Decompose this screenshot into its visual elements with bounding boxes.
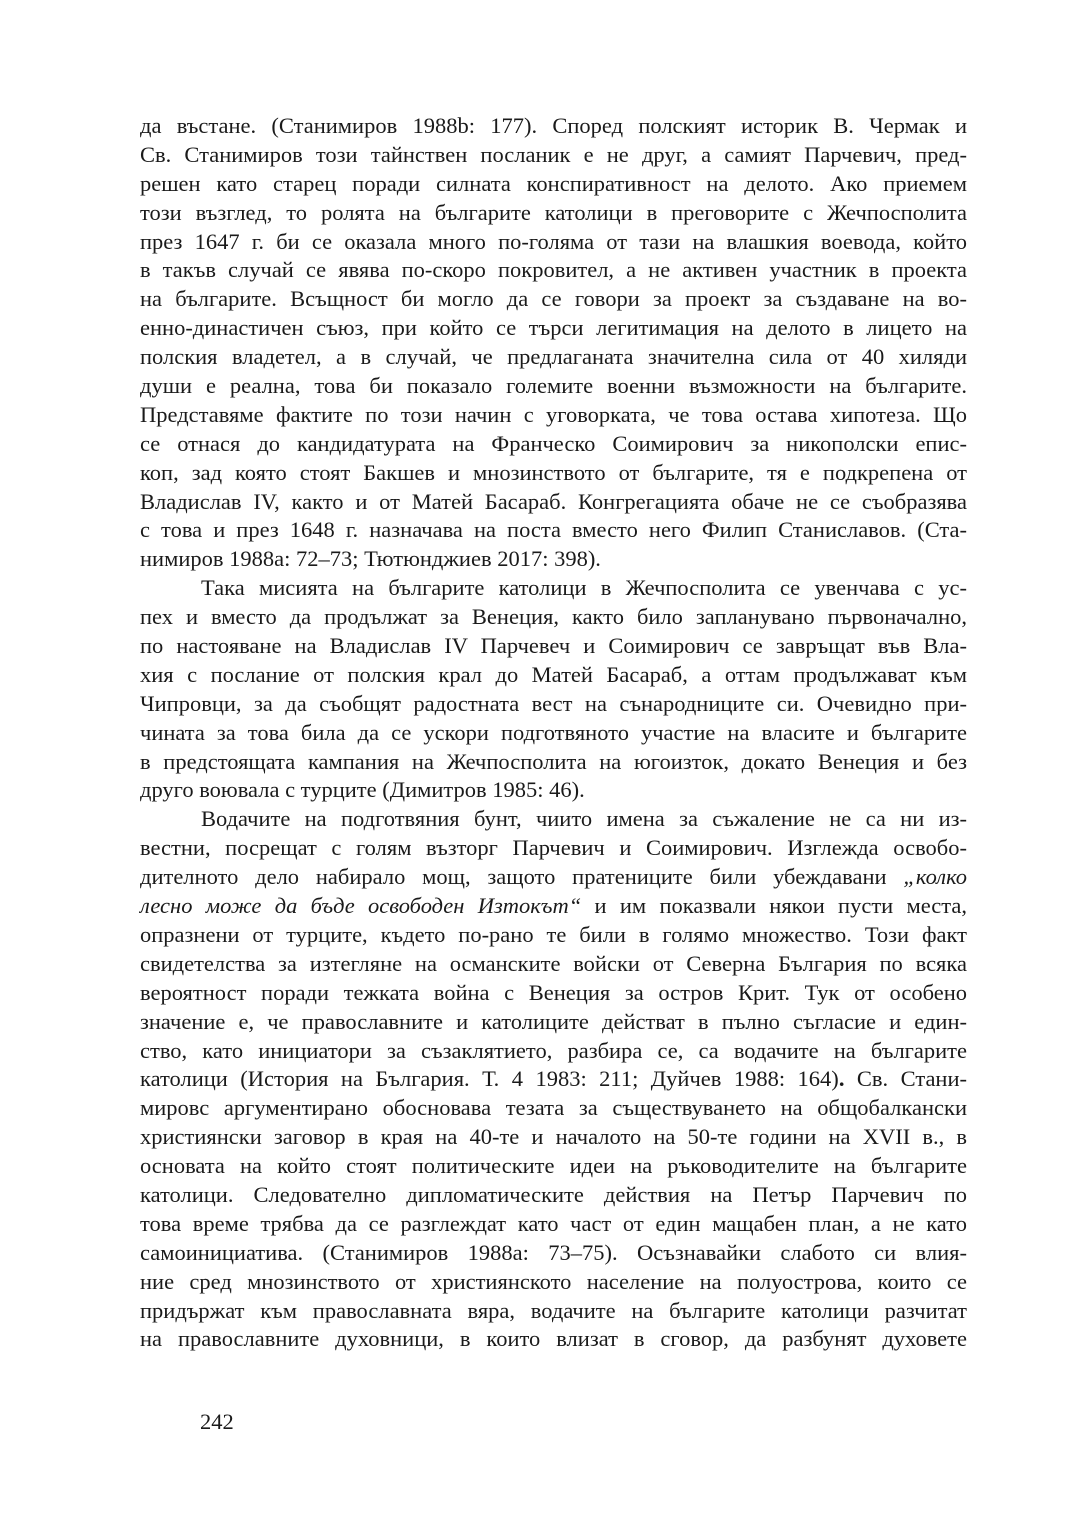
text-line [140, 1065, 967, 1094]
text-line: ние сред мнозинството от християнското население на полуострова, които се [140, 1268, 967, 1294]
text-line: вестни, посрещат с голям възторг Парчевич и Соимирович. Изглежда освобо- [140, 835, 967, 861]
text-line: се отнася до кандидатурата на Франческо Соимирович за никополски епис- [140, 430, 967, 456]
text-line: пех и вместо да продължат за Венеция, както било запланувано първоначално, [140, 604, 967, 630]
text-line: полския владетел, а в случай, че предлаганата значителна сила от 40 хиляди [140, 344, 967, 370]
text-line: Чипровци, за да съобщят радостната вест на сънародниците си. Очевидно при- [140, 690, 967, 716]
italic-quote: лесно може да бъде освободен Изтокът“ [140, 893, 582, 919]
text-line: в такъв случай се явява по-скоро покровител, а не активен участник в проекта [140, 257, 967, 283]
text-line: друго воювала с турците (Димитров 1985: 46). [140, 777, 585, 803]
text-line: хия с послание от полския крал до Матей Басараб, а оттам продължават към [140, 661, 967, 687]
text-line: да въстане. (Станимиров 1988b: 177). Според полският историк В. Чермак и [140, 113, 967, 138]
text-line: това време трябва да се разглеждат като част от един мащабен план, а не като [140, 1210, 967, 1236]
paragraph [140, 574, 967, 805]
body-text [140, 112, 967, 1354]
text-line: придържат към православната вяра, водачите на българите католици разчитат [140, 1297, 967, 1323]
text-line: Представяме фактите по този начин с уговорката, че това остава хипотеза. Що [140, 401, 967, 427]
page-number: 242 [200, 1409, 234, 1434]
text-line: през 1647 г. би се оказала много по-голяма от тази на влашкия воевода, който [140, 228, 967, 254]
text-line: чината за това била да се ускори подготвяното участие на власите и българите [140, 719, 967, 745]
text-line: в предстоящата кампания на Жечпосполита на югоизток, докато Венеция и без [140, 748, 967, 774]
text-line: енно-династичен съюз, при който се търси легитимация на делото в лицето на [140, 315, 967, 341]
text-line: католици. Следователно дипломатическите действия на Петър Парчевич по [140, 1181, 967, 1207]
text-run: и им показвали някои пусти места, [581, 893, 967, 919]
text-line: вероятност поради тежката война с Венеция за остров Крит. Тук от особено [140, 979, 967, 1005]
text-line: с това и през 1648 г. назначава на поста вместо него Филип Станиславов. (Ста- [140, 517, 967, 543]
text-line [140, 892, 967, 921]
text-line: Водачите на подготвяния бунт, чиито имена за съжаление не са ни из- [201, 806, 967, 832]
text-line: мировс аргументирано обосновава тезата за съществуването на общобалкански [140, 1095, 967, 1121]
text-line [140, 863, 967, 892]
text-line: този възглед, то ролята на българите католици в преговорите с Жечпосполита [140, 199, 967, 225]
text-line: Така мисията на българите католици в Жечпосполита се увенчава с ус- [201, 575, 967, 601]
text-line: значение е, че православните и католиците действат в пълно съгласие и един- [140, 1008, 967, 1034]
text-line: по настояване на Владислав IV Парчевеч и Соимирович се завръщат във Вла- [140, 633, 967, 659]
text-line: опразнени от турците, където по-рано те били в голямо множество. Този факт [140, 921, 967, 947]
text-line: коп, зад която стоят Бакшев и мнозинството от българите, тя е подкрепена от [140, 459, 967, 485]
text-line: ство, като инициатори за съзаклятието, разбира се, са водачите на българите [140, 1037, 967, 1063]
paragraph [140, 112, 967, 574]
text-line: Владислав IV, както и от Матей Басараб. Конгрегацията обаче не се съобразява [140, 488, 967, 514]
text-line: на българите. Всъщност би могло да се говори за проект за създаване на во- [140, 286, 967, 312]
paragraph [140, 805, 967, 1354]
text-line: християнски заговор в края на 40-те и началото на 50-те години на XVII в., в [140, 1124, 967, 1150]
text-line: души е реална, това би показало големите военни възможности на българите. [140, 373, 967, 399]
bold-period: . [838, 1066, 845, 1092]
text-line: свидетелства за изтегляне на османските войски от Северна България по всяка [140, 950, 967, 976]
text-line: самоинициатива. (Станимиров 1988а: 73–75). Осъзнавайки слабото си влия- [140, 1239, 967, 1265]
italic-quote: „колко [903, 864, 967, 890]
text-run: Св. Стани- [844, 1066, 968, 1092]
text-line: на православните духовници, в които влизат в сговор, да разбунят духовете [140, 1326, 967, 1352]
text-run: католици (История на България. Т. 4 1983: 211; Дуйчев 1988: 164) [140, 1066, 839, 1092]
text-line: Св. Станимиров този тайнствен посланик е не друг, а самият Парчевич, пред- [140, 141, 967, 167]
text-line: основата на който стоят политическите идеи на ръководителите на българите [140, 1153, 967, 1179]
text-run: дителното дело набирало мощ, защото пратениците били убеждавани [140, 864, 904, 890]
text-line: нимиров 1988а: 72–73; Тютюнджиев 2017: 398). [140, 546, 601, 572]
text-line: решен като старец поради силната конспиративност на делото. Ако приемем [140, 170, 967, 196]
